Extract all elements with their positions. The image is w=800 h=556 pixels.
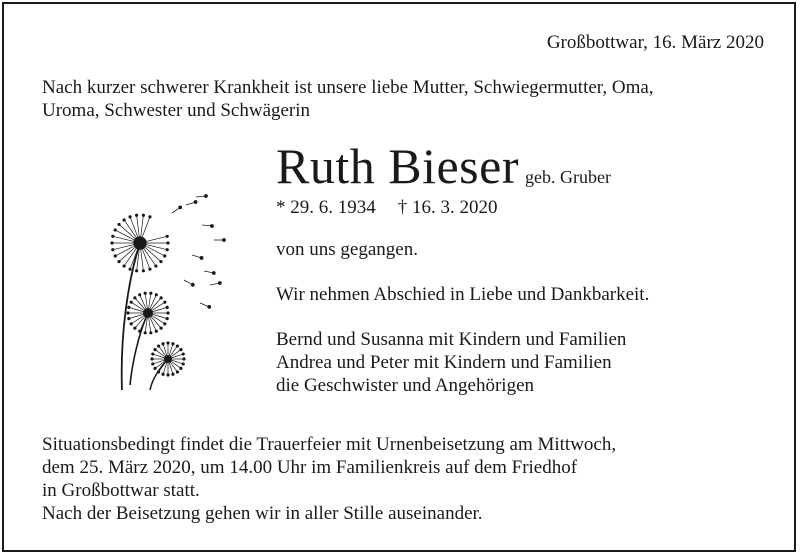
dandelion-icon bbox=[100, 185, 230, 395]
passed-away-text: von uns gegangen. bbox=[276, 239, 418, 260]
ceremony-notice bbox=[42, 433, 616, 525]
mourner-line: Bernd und Susanna mit Kindern und Familien bbox=[276, 329, 627, 350]
dateline: Großbottwar, 16. März 2020 bbox=[546, 32, 764, 53]
notice-line: dem 25. März 2020, um 14.00 Uhr im Familienkreis auf dem Friedhof bbox=[42, 457, 578, 478]
deceased-name-row bbox=[276, 138, 611, 194]
notice-line: in Großbottwar statt. bbox=[42, 480, 200, 501]
life-dates bbox=[276, 196, 498, 219]
maiden-name: geb. Gruber bbox=[524, 167, 611, 187]
notice-line: Nach der Beisetzung gehen wir in aller Stille auseinander. bbox=[42, 503, 483, 524]
intro-line: Nach kurzer schwerer Krankheit ist unsere liebe Mutter, Schwiegermutter, Oma, bbox=[42, 77, 654, 98]
birth-date: * 29. 6. 1934 bbox=[276, 197, 376, 218]
mourners-list bbox=[276, 328, 626, 397]
mourner-line: Andrea und Peter mit Kindern und Familien bbox=[276, 352, 612, 373]
farewell-text: Wir nehmen Abschied in Liebe und Dankbarkeit. bbox=[276, 284, 650, 305]
intro-text bbox=[42, 76, 654, 122]
mourner-line: die Geschwister und Angehörigen bbox=[276, 375, 535, 396]
deceased-name: Ruth Bieser bbox=[276, 138, 519, 194]
death-date: † 16. 3. 2020 bbox=[397, 197, 498, 218]
notice-line: Situationsbedingt findet die Trauerfeier mit Urnenbeisetzung am Mittwoch, bbox=[42, 434, 617, 455]
intro-line: Uroma, Schwester und Schwägerin bbox=[42, 100, 311, 121]
